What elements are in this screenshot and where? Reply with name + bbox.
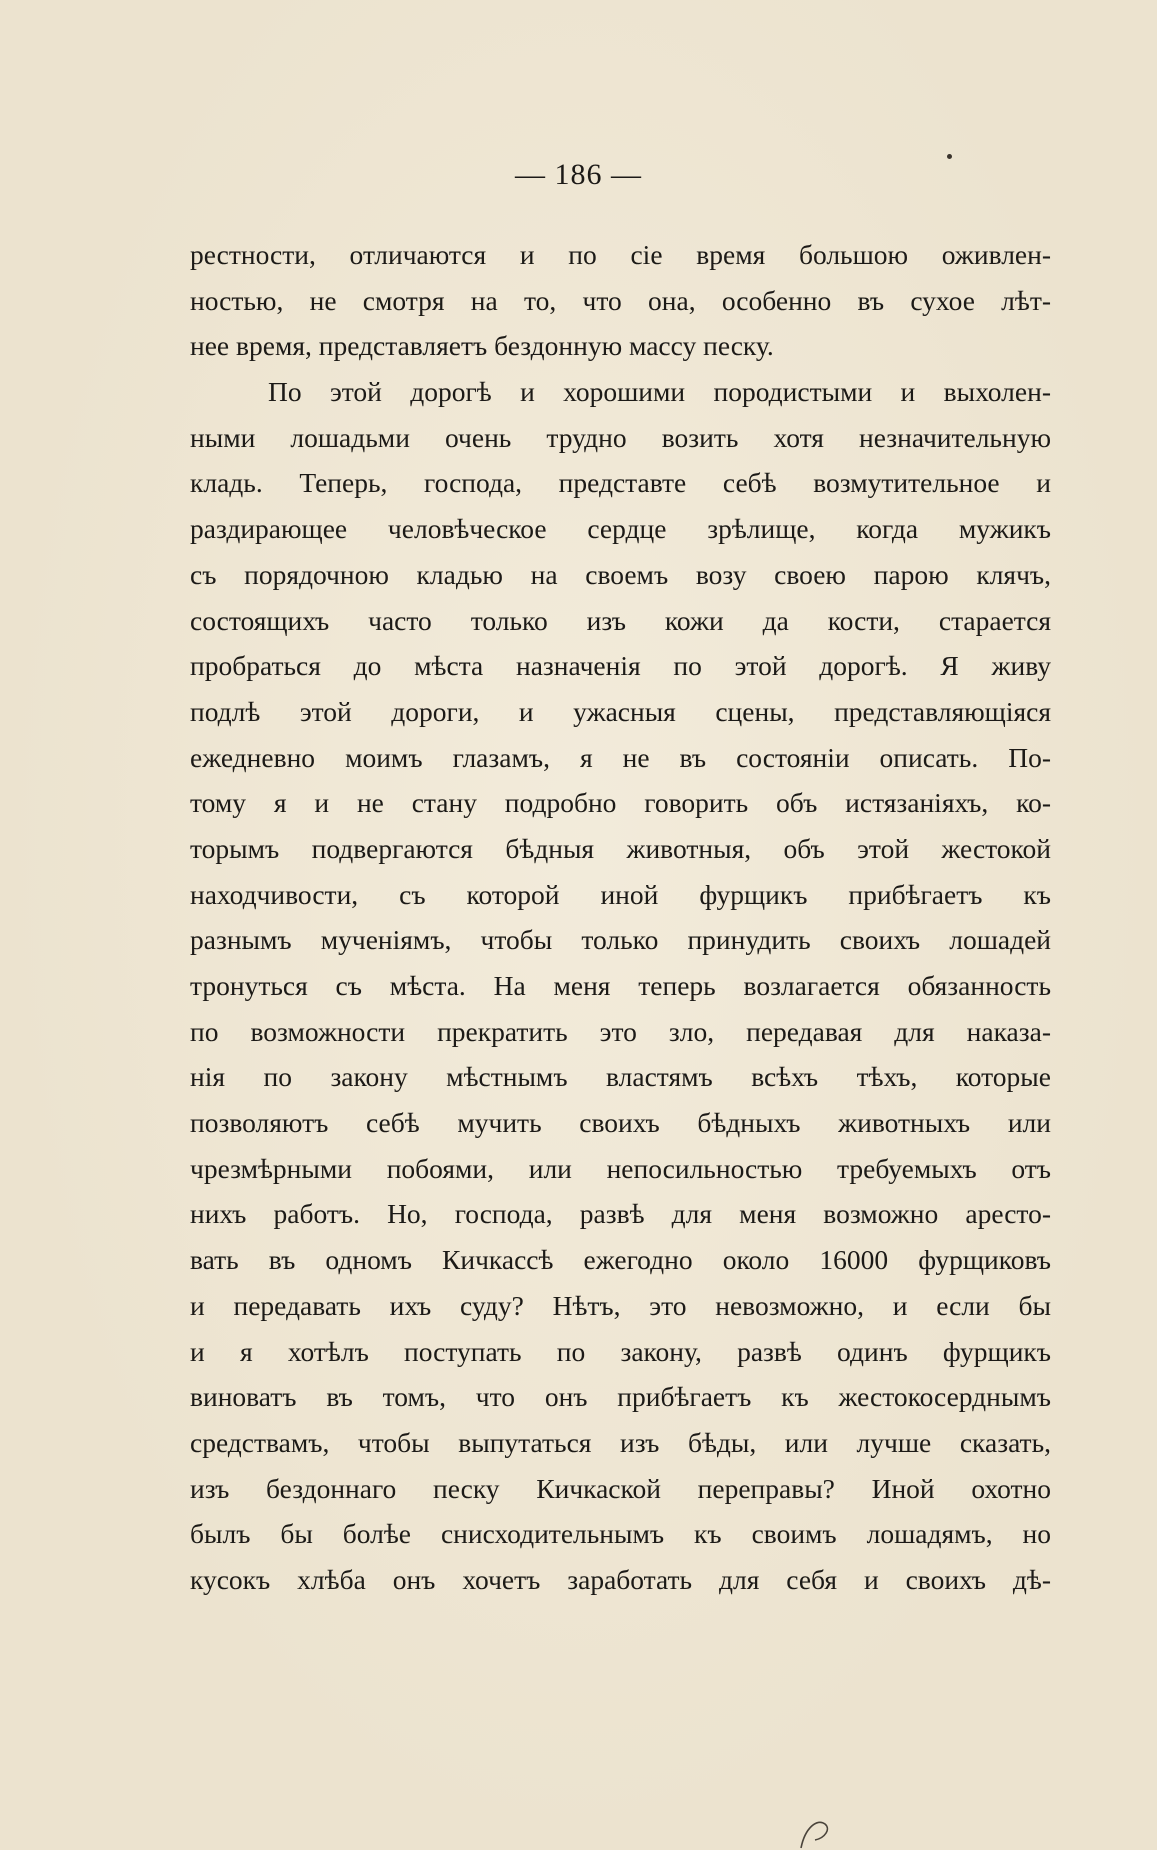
text-line: нее время, представляетъ бездонную массу песку. — [190, 330, 774, 362]
text-line: кусокъ хлѣба онъ хочетъ заработать для себя и своихъ дѣ- — [190, 1563, 1051, 1595]
text-line: нія по закону мѣстнымъ властямъ всѣхъ тѣхъ, которые — [190, 1061, 1051, 1093]
text-line: и я хотѣлъ поступать по закону, развѣ одинъ фурщикъ — [190, 1335, 1051, 1367]
text-line: средствамъ, чтобы выпутаться изъ бѣды, или лучше сказать, — [190, 1426, 1051, 1458]
text-line: позволяютъ себѣ мучить своихъ бѣдныхъ животныхъ или — [190, 1107, 1051, 1139]
pencil-mark — [795, 1814, 835, 1850]
text-line: ностью, не смотря на то, что она, особенно въ сухое лѣт- — [190, 284, 1051, 316]
body-text — [190, 232, 1051, 1603]
text-line: былъ бы болѣе снисходительнымъ къ своимъ лошадямъ, но — [190, 1518, 1051, 1550]
page-number: — 186 — — [515, 158, 642, 191]
text-line: изъ бездоннаго песку Кичкаской переправы? Иной охотно — [190, 1472, 1051, 1504]
text-line: состоящихъ часто только изъ кожи да кости, старается — [190, 604, 1051, 636]
text-line: рестности, отличаются и по сіе время большою оживлен- — [190, 239, 1051, 270]
text-line: кладь. Теперь, господа, представте себѣ возмутительное и — [190, 467, 1051, 499]
text-line: По этой дорогѣ и хорошими породистыми и выхолен- — [268, 376, 1051, 408]
text-line: раздирающее человѣческое сердце зрѣлище, когда мужикъ — [190, 513, 1051, 545]
text-line: разнымъ мученіямъ, чтобы только принудить своихъ лошадей — [190, 924, 1051, 956]
text-line: виноватъ въ томъ, что онъ прибѣгаетъ къ жестокосерднымъ — [190, 1381, 1051, 1413]
text-line: вать въ одномъ Кичкассѣ ежегодно около 16000 фурщиковъ — [190, 1244, 1051, 1276]
text-line: съ порядочною кладью на своемъ возу своею парою клячъ, — [190, 558, 1051, 590]
text-line: по возможности прекратить это зло, передавая для наказа- — [190, 1015, 1051, 1047]
text-line: находчивости, съ которой иной фурщикъ прибѣгаетъ къ — [190, 878, 1051, 910]
text-line: нихъ работъ. Но, господа, развѣ для меня возможно аресто- — [190, 1198, 1051, 1230]
text-line: подлѣ этой дороги, и ужасныя сцены, представляющіяся — [190, 695, 1051, 727]
text-line: тому я и не стану подробно говорить объ истязаніяхъ, ко- — [190, 787, 1051, 819]
text-line: ными лошадьми очень трудно возить хотя незначительную — [190, 421, 1051, 453]
text-line: и передавать ихъ суду? Нѣтъ, это невозможно, и если бы — [190, 1289, 1051, 1321]
text-line: пробраться до мѣста назначенія по этой дорогѣ. Я живу — [190, 650, 1051, 682]
text-line: торымъ подвергаются бѣдныя животныя, объ этой жестокой — [190, 832, 1051, 864]
text-line: ежедневно моимъ глазамъ, я не въ состояніи описать. По- — [190, 741, 1051, 773]
text-line: тронуться съ мѣста. На меня теперь возлагается обязанность — [190, 970, 1051, 1001]
text-line: чрезмѣрными побоями, или непосильностью требуемыхъ отъ — [190, 1152, 1051, 1184]
